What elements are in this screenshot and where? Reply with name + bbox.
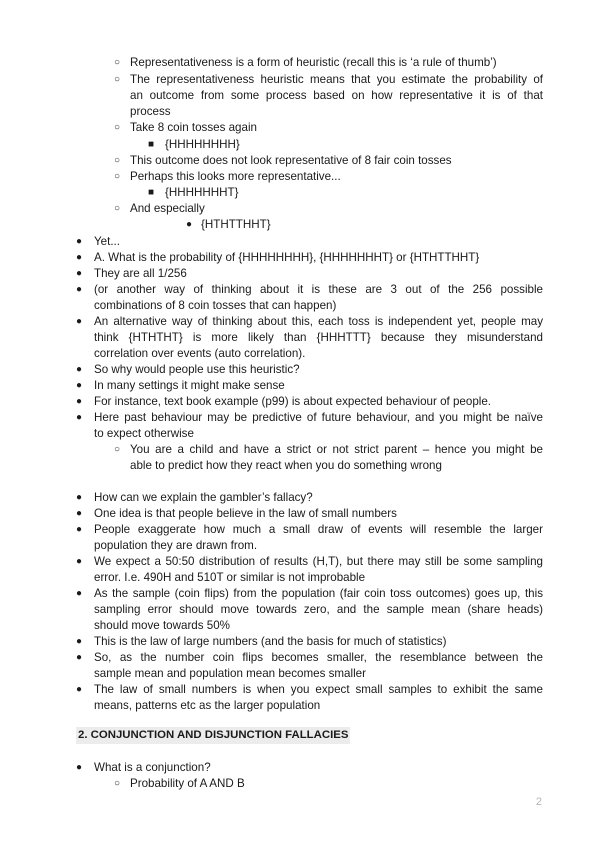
disc-bullet-icon: ● — [76, 364, 83, 375]
text-line: (or another way of thinking about it is these are 3 out of the 256 possible — [94, 283, 543, 296]
text-line: So why would people use this heuristic? — [94, 363, 300, 376]
text-line: One idea is that people believe in the law of small numbers — [94, 507, 397, 520]
circle-bullet-icon: ○ — [114, 203, 121, 214]
disc-bullet-icon: ● — [76, 652, 83, 663]
text-line: population they are drawn from. — [94, 539, 258, 552]
text-line: This is the law of large numbers (and the basis for much of statistics) — [94, 635, 447, 648]
disc-bullet-icon: ● — [76, 412, 83, 423]
circle-bullet-icon: ○ — [114, 171, 121, 182]
text-line: The law of small numbers is when you expect small samples to exhibit the same — [94, 683, 543, 696]
text-line: People exaggerate how much a small draw of events will resemble the larger — [94, 523, 543, 536]
text-line: correlation over events (auto correlation). — [94, 347, 306, 360]
square-bullet-icon: ■ — [148, 139, 155, 150]
text-line: {HHHHHHHH} — [165, 138, 240, 151]
text-line: You are a child and have a strict or not strict parent – hence you might be — [130, 443, 543, 456]
disc-bullet-icon: ● — [76, 380, 83, 391]
text-line: sample mean and population mean becomes smaller — [94, 667, 366, 680]
text-line: Take 8 coin tosses again — [130, 121, 257, 134]
page-number: 2 — [535, 796, 542, 808]
disc-bullet-icon: ● — [76, 492, 83, 503]
text-line: As the sample (coin flips) from the population (fair coin toss outcomes) goes up, this — [94, 587, 543, 600]
text-line: should move towards 50% — [94, 619, 230, 632]
disc-bullet-icon: ● — [76, 316, 83, 327]
disc-bullet-icon: ● — [76, 762, 83, 773]
disc-bullet-icon: ● — [76, 524, 83, 535]
text-line: We expect a 50:50 distribution of results (H,T), but there may still be some sampling — [94, 555, 543, 568]
text-line: {HHHHHHHT} — [165, 186, 239, 199]
text-line: Here past behaviour may be predictive of future behaviour, and you might be naïve — [94, 411, 543, 424]
disc-bullet-icon: ● — [76, 636, 83, 647]
disc-bullet-icon: ● — [76, 684, 83, 695]
text-line: {HTHTTHHT} — [201, 218, 271, 231]
text-line: What is a conjunction? — [94, 761, 211, 774]
text-line: In many settings it might make sense — [94, 379, 285, 392]
text-line: able to predict how they react when you do something wrong — [130, 459, 442, 472]
disc-bullet-icon: ● — [186, 219, 193, 230]
text-line: Probability of A AND B — [130, 777, 245, 790]
text-line: Representativeness is a form of heuristic (recall this is ‘a rule of thumb’) — [130, 56, 497, 69]
circle-bullet-icon: ○ — [114, 57, 121, 68]
text-line: An alternative way of thinking about this, each toss is independent yet, people may — [94, 315, 543, 328]
text-line: sampling error should move towards zero, and the sample mean (share heads) — [94, 603, 543, 616]
disc-bullet-icon: ● — [76, 588, 83, 599]
text-line: A. What is the probability of {HHHHHHHH}, {HHHHHHHT} or {HTHTTHHT} — [94, 251, 480, 264]
circle-bullet-icon: ○ — [114, 444, 121, 455]
square-bullet-icon: ■ — [148, 187, 155, 198]
disc-bullet-icon: ● — [76, 284, 83, 295]
text-line: So, as the number coin flips becomes smaller, the resemblance between the — [94, 651, 543, 664]
text-line: Yet... — [94, 235, 121, 248]
text-line: The representativeness heuristic means that you estimate the probability of — [130, 73, 543, 86]
text-line: to expect otherwise — [94, 427, 194, 440]
section-heading: 2. CONJUNCTION AND DISJUNCTION FALLACIES — [76, 727, 350, 744]
circle-bullet-icon: ○ — [114, 122, 121, 133]
text-line: Perhaps this looks more representative... — [130, 170, 341, 183]
disc-bullet-icon: ● — [76, 268, 83, 279]
disc-bullet-icon: ● — [76, 236, 83, 247]
circle-bullet-icon: ○ — [114, 778, 121, 789]
text-line: They are all 1/256 — [94, 267, 187, 280]
disc-bullet-icon: ● — [76, 508, 83, 519]
text-line: error. I.e. 490H and 510T or similar is not improbable — [94, 571, 366, 584]
disc-bullet-icon: ● — [76, 396, 83, 407]
text-line: This outcome does not look representative of 8 fair coin tosses — [130, 154, 452, 167]
text-line: And especially — [130, 202, 205, 215]
text-line: combinations of 8 coin tosses that can happen) — [94, 299, 337, 312]
disc-bullet-icon: ● — [76, 252, 83, 263]
text-line: process — [130, 105, 171, 118]
text-line: means, patterns etc as the larger population — [94, 699, 321, 712]
text-line: an outcome from some process based on how representative it is of that — [130, 89, 543, 102]
text-line: For instance, text book example (p99) is about expected behaviour of people. — [94, 395, 492, 408]
disc-bullet-icon: ● — [76, 556, 83, 567]
circle-bullet-icon: ○ — [114, 74, 121, 85]
text-line: think {HTHTHT} is more likely than {HHHTTT} because they misunderstand — [94, 331, 543, 344]
text-line: How can we explain the gambler’s fallacy? — [94, 491, 313, 504]
circle-bullet-icon: ○ — [114, 155, 121, 166]
